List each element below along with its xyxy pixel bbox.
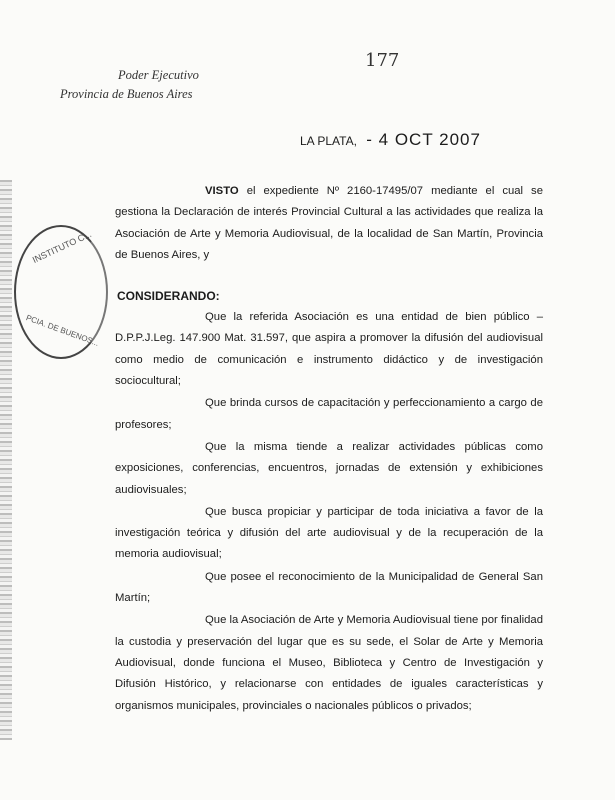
- scan-edge-shadow: [0, 180, 12, 740]
- letterhead: [60, 66, 199, 104]
- date-place: LA PLATA,: [300, 134, 357, 148]
- seal-text-top: INSTITUTO C...: [30, 228, 93, 266]
- visto-paragraph: [115, 181, 543, 266]
- considerando-paragraph-6: Que la Asociación de Arte y Memoria Audiovisual tiene por finalidad la custodia y preservación del lugar que es su sede, el Solar de Arte y Memoria Audiovisual, donde funciona el Museo, Biblioteca y Centro de Investigación y Difusión Histórico, y relacionarse con entidades de iguales características y organismos municipales, provinciales o nacionales públicos o privados;: [115, 614, 543, 712]
- seal-text-bottom: PCIA. DE BUENOS...: [24, 313, 101, 348]
- document-body: [115, 181, 543, 718]
- considerando-paragraph-5: Que posee el reconocimiento de la Municipalidad de General San Martín;: [115, 570, 543, 605]
- considerando-paragraph-1: Que la referida Asociación es una entidad de bien público – D.P.P.J.Leg. 147.900 Mat. 31.597, que aspira a promover la difusión del audiovisual como medio de comunicación e instrumento didáctico y de investigación sociocultural;: [115, 311, 543, 388]
- considerando-heading: CONSIDERANDO:: [117, 289, 220, 304]
- page-folio-number: 177: [365, 50, 400, 71]
- date-line: [300, 130, 481, 150]
- visto-text: el expediente Nº 2160-17495/07 mediante el cual se gestiona la Declaración de interés Provincial Cultural a las actividades que realiza la Asociación de Arte y Memoria Audiovisual, de la localidad de San Martín, Provincia de Buenos Aires, y: [115, 185, 543, 261]
- considerando-paragraph-2: Que brinda cursos de capacitación y perfeccionamiento a cargo de profesores;: [115, 397, 543, 431]
- letterhead-line-2: Provincia de Buenos Aires: [60, 87, 193, 101]
- letterhead-line-1: Poder Ejecutivo: [118, 68, 199, 82]
- visto-lead: VISTO: [205, 185, 239, 197]
- date-stamp: - 4 OCT 2007: [366, 130, 481, 149]
- considerando-paragraph-3: Que la misma tiende a realizar actividades públicas como exposiciones, conferencias, encuentros, jornadas de extensión y exhibiciones audiovisuales;: [115, 440, 543, 496]
- considerando-paragraph-4: Que busca propiciar y participar de toda iniciativa a favor de la investigación teórica y difusión del arte audiovisual y de la recuperación de la memoria audiovisual;: [115, 505, 543, 561]
